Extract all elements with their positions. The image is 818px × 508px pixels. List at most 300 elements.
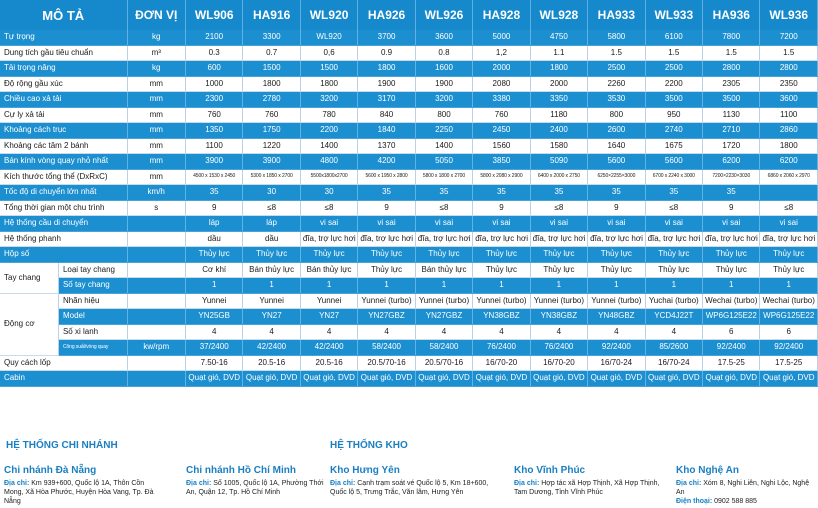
- spec-value: ≤8: [300, 200, 357, 216]
- spec-value: Thủy lực: [300, 247, 357, 263]
- spec-value: 0.9: [358, 45, 415, 61]
- spec-value: 1130: [703, 107, 760, 123]
- spec-value: 6860 x 2060 x 2970: [760, 169, 818, 185]
- spec-row: [0, 278, 818, 294]
- spec-value: 76/2400: [530, 340, 587, 356]
- spec-value: 5800 x 2080 x 2900: [473, 169, 530, 185]
- spec-value: 800: [588, 107, 645, 123]
- spec-value: Quạt gió, DVD: [703, 371, 760, 387]
- spec-unit: [127, 324, 185, 340]
- spec-value: dầu: [243, 231, 300, 247]
- spec-value: 2450: [473, 123, 530, 139]
- spec-value: 2740: [645, 123, 702, 139]
- spec-label: Tốc độ di chuyển lớn nhất: [0, 185, 127, 201]
- spec-value: 1: [473, 278, 530, 294]
- spec-value: 1640: [588, 138, 645, 154]
- spec-value: 2300: [185, 92, 242, 108]
- spec-value: 35: [588, 185, 645, 201]
- spec-value: YN27: [300, 309, 357, 325]
- spec-value: ≤8: [415, 200, 472, 216]
- spec-row: [0, 324, 818, 340]
- spec-value: 1500: [300, 61, 357, 77]
- spec-value: 1800: [530, 61, 587, 77]
- spec-value: 9: [703, 200, 760, 216]
- spec-value: 4: [415, 324, 472, 340]
- spec-value: 1.5: [760, 45, 818, 61]
- spec-value: 37/2400: [185, 340, 242, 356]
- branch-section-title: HỆ THỐNG CHI NHÁNH: [6, 440, 118, 451]
- spec-unit: s: [127, 200, 185, 216]
- spec-row: [0, 340, 818, 356]
- phone-number[interactable]: 0902 588 885: [714, 498, 757, 505]
- spec-label: Hệ thống cầu di chuyển: [0, 216, 127, 232]
- warehouse-address: [330, 479, 490, 497]
- spec-value: ≤8: [243, 200, 300, 216]
- spec-value: 1750: [243, 123, 300, 139]
- spec-value: 1370: [358, 138, 415, 154]
- spec-value: 6200: [760, 154, 818, 170]
- spec-value: 2500: [645, 61, 702, 77]
- spec-value: Thủy lực: [703, 247, 760, 263]
- spec-value: 5600 x 1950 x 2800: [358, 169, 415, 185]
- address-text: Hợp tác xã Hợp Thịnh, Xã Hợp Thịnh, Tam Dương, Tỉnh Vĩnh Phúc: [514, 480, 660, 496]
- spec-value: 2000: [530, 76, 587, 92]
- spec-unit: [127, 355, 185, 371]
- spec-unit: km/h: [127, 185, 185, 201]
- spec-value: 1: [300, 278, 357, 294]
- spec-value: 16/70-20: [473, 355, 530, 371]
- spec-value: [760, 185, 818, 201]
- spec-value: 6250×2255×3000: [588, 169, 645, 185]
- spec-value: 1.5: [588, 45, 645, 61]
- spec-value: vi sai: [415, 216, 472, 232]
- spec-row: [0, 247, 818, 263]
- spec-value: Thủy lực: [760, 247, 818, 263]
- spec-value: 5000: [473, 30, 530, 45]
- spec-unit: kg: [127, 30, 185, 45]
- spec-sub-label: Công suất/vòng quay: [58, 340, 127, 356]
- spec-value: 35: [473, 185, 530, 201]
- spec-value: 30: [243, 185, 300, 201]
- spec-value: 2305: [703, 76, 760, 92]
- spec-value: Thủy lực: [243, 247, 300, 263]
- spec-label: Khoảng các tâm 2 bánh: [0, 138, 127, 154]
- spec-unit: [127, 216, 185, 232]
- spec-value: Yunnei: [243, 293, 300, 309]
- spec-unit: mm: [127, 138, 185, 154]
- spec-value: 3380: [473, 92, 530, 108]
- spec-value: 1100: [760, 107, 818, 123]
- spec-row: [0, 169, 818, 185]
- spec-value: 9: [473, 200, 530, 216]
- spec-value: 3850: [473, 154, 530, 170]
- spec-value: đĩa, trợ lực hơi: [300, 231, 357, 247]
- spec-value: Quạt gió, DVD: [358, 371, 415, 387]
- spec-value: dầu: [185, 231, 242, 247]
- spec-value: 1400: [415, 138, 472, 154]
- spec-value: WL920: [300, 30, 357, 45]
- spec-value: Yunnei (turbo): [588, 293, 645, 309]
- spec-unit: [127, 247, 185, 263]
- spec-value: 4: [530, 324, 587, 340]
- spec-value: 4: [473, 324, 530, 340]
- spec-row: [0, 123, 818, 139]
- spec-value: 1: [588, 278, 645, 294]
- spec-value: Thủy lực: [760, 262, 818, 278]
- spec-row: [0, 30, 818, 45]
- address-label: Địa chỉ:: [676, 480, 702, 487]
- header-mo-ta: MÔ TẢ: [0, 0, 127, 30]
- spec-value: 2710: [703, 123, 760, 139]
- spec-value: 1.5: [645, 45, 702, 61]
- spec-value: 1600: [415, 61, 472, 77]
- spec-value: Thủy lực: [415, 247, 472, 263]
- spec-unit: m³: [127, 45, 185, 61]
- spec-value: 4: [185, 324, 242, 340]
- spec-value: Wechai (turbo): [703, 293, 760, 309]
- spec-value: Thủy lực: [185, 247, 242, 263]
- address-text: Km 939+600, Quốc lộ 1A, Thôn Cồn Mong, Xã Hòa Phước, Huyện Hòa Vang, Tp. Đà Nẵng: [4, 480, 154, 505]
- header-model: WL928: [530, 0, 587, 30]
- spec-value: 1: [243, 278, 300, 294]
- spec-value: 4750: [530, 30, 587, 45]
- spec-value: đĩa, trợ lực hơi: [588, 231, 645, 247]
- spec-value: 76/2400: [473, 340, 530, 356]
- warehouse-name: Kho Nghệ An: [676, 465, 739, 476]
- spec-value: 1800: [300, 76, 357, 92]
- spec-value: 5300 x 1850 x 2700: [243, 169, 300, 185]
- spec-value: 35: [185, 185, 242, 201]
- spec-value: 780: [300, 107, 357, 123]
- spec-value: Thủy lực: [358, 247, 415, 263]
- spec-value: 3500: [703, 92, 760, 108]
- spec-value: 1: [358, 278, 415, 294]
- spec-unit: [127, 371, 185, 387]
- spec-value: YN25GB: [185, 309, 242, 325]
- spec-value: vi sai: [645, 216, 702, 232]
- spec-value: 1800: [243, 76, 300, 92]
- header-model: WL936: [760, 0, 818, 30]
- spec-value: 42/2400: [243, 340, 300, 356]
- spec-value: Yunnei: [300, 293, 357, 309]
- spec-value: 2800: [760, 61, 818, 77]
- spec-row: [0, 61, 818, 77]
- spec-value: 58/2400: [415, 340, 472, 356]
- spec-label: Bán kính vòng quay nhỏ nhất: [0, 154, 127, 170]
- spec-sub-label: Model: [58, 309, 127, 325]
- spec-value: 7200×2230×3030: [703, 169, 760, 185]
- spec-value: 92/2400: [588, 340, 645, 356]
- spec-value: 1350: [185, 123, 242, 139]
- spec-value: 800: [415, 107, 472, 123]
- spec-row: [0, 76, 818, 92]
- address-text: Cạnh trạm soát vé Quốc lộ 5, Km 18+600, Quốc lộ 5, Trưng Trắc, Văn lâm, Hưng Yên: [330, 480, 489, 496]
- spec-value: Thủy lực: [473, 262, 530, 278]
- spec-value: Quạt gió, DVD: [760, 371, 818, 387]
- spec-value: 4: [358, 324, 415, 340]
- spec-value: 5600: [645, 154, 702, 170]
- spec-row: [0, 138, 818, 154]
- spec-unit: [127, 278, 185, 294]
- spec-value: 1: [185, 278, 242, 294]
- spec-label: Hộp số: [0, 247, 127, 263]
- spec-value: 3600: [760, 92, 818, 108]
- spec-value: 2200: [300, 123, 357, 139]
- spec-value: 2600: [588, 123, 645, 139]
- spec-value: 0,6: [300, 45, 357, 61]
- spec-value: Yunnei (turbo): [358, 293, 415, 309]
- spec-row: [0, 200, 818, 216]
- warehouse-vinh-phuc: [514, 465, 664, 497]
- spec-value: 600: [185, 61, 242, 77]
- spec-sub-label: Số tay chang: [58, 278, 127, 294]
- spec-value: Thủy lực: [645, 262, 702, 278]
- spec-value: Quạt gió, DVD: [185, 371, 242, 387]
- spec-value: 3700: [358, 30, 415, 45]
- spec-value: 1675: [645, 138, 702, 154]
- spec-value: 5500x1800x2700: [300, 169, 357, 185]
- spec-value: Bán thủy lực: [243, 262, 300, 278]
- spec-value: 3600: [415, 30, 472, 45]
- spec-value: 4: [645, 324, 702, 340]
- header-model: HA926: [358, 0, 415, 30]
- spec-row: [0, 231, 818, 247]
- spec-value: 6: [703, 324, 760, 340]
- spec-value: 760: [473, 107, 530, 123]
- spec-row: [0, 45, 818, 61]
- spec-value: ≤8: [760, 200, 818, 216]
- spec-value: Yunnei (turbo): [530, 293, 587, 309]
- spec-value: 3200: [300, 92, 357, 108]
- spec-label: Kích thước tổng thể (DxRxC): [0, 169, 127, 185]
- spec-value: 4500 x 1530 x 2450: [185, 169, 242, 185]
- spec-value: 5600: [588, 154, 645, 170]
- spec-value: đĩa, trợ lực hơi: [645, 231, 702, 247]
- spec-value: 6100: [645, 30, 702, 45]
- address-label: Địa chỉ:: [186, 480, 212, 487]
- spec-value: Thủy lực: [530, 247, 587, 263]
- spec-value: 58/2400: [358, 340, 415, 356]
- spec-value: 760: [243, 107, 300, 123]
- warehouse-hung-yen: [330, 465, 490, 497]
- spec-value: 4: [243, 324, 300, 340]
- spec-value: láp: [243, 216, 300, 232]
- footer-locations: [0, 430, 818, 508]
- spec-label: Khoảng cách trục: [0, 123, 127, 139]
- spec-value: 2400: [530, 123, 587, 139]
- spec-value: 92/2400: [760, 340, 818, 356]
- spec-value: 1500: [243, 61, 300, 77]
- spec-value: 16/70-24: [645, 355, 702, 371]
- header-row: [0, 0, 818, 30]
- address-label: Địa chỉ:: [4, 480, 30, 487]
- spec-value: 35: [415, 185, 472, 201]
- spec-value: 42/2400: [300, 340, 357, 356]
- spec-value: 2080: [473, 76, 530, 92]
- spec-row: [0, 216, 818, 232]
- spec-value: 3900: [185, 154, 242, 170]
- spec-value: 1100: [185, 138, 242, 154]
- spec-value: 3350: [530, 92, 587, 108]
- spec-value: YN38GBZ: [473, 309, 530, 325]
- spec-label: Tổng thời gian một chu trình: [0, 200, 127, 216]
- spec-value: Quạt gió, DVD: [243, 371, 300, 387]
- spec-value: 2250: [415, 123, 472, 139]
- header-don-vi: ĐƠN VỊ: [127, 0, 185, 30]
- spec-label: Quy cách lốp: [0, 355, 127, 371]
- address-label: Địa chỉ:: [514, 480, 540, 487]
- spec-value: 7.50-16: [185, 355, 242, 371]
- spec-unit: [127, 309, 185, 325]
- spec-value: Thủy lực: [358, 262, 415, 278]
- spec-value: 20.5-16: [243, 355, 300, 371]
- header-model: HA916: [243, 0, 300, 30]
- spec-value: Bán thủy lực: [300, 262, 357, 278]
- spec-value: 1: [645, 278, 702, 294]
- spec-value: 85/2600: [645, 340, 702, 356]
- spec-row: [0, 262, 818, 278]
- spec-value: vi sai: [358, 216, 415, 232]
- spec-value: 35: [645, 185, 702, 201]
- address-text: Số 1005, Quốc lộ 1A, Phường Thới An, Quận 12, Tp. Hồ Chí Minh: [186, 480, 324, 496]
- spec-body: [0, 30, 818, 386]
- warehouse-address: [514, 479, 664, 497]
- spec-value: 16/70-20: [530, 355, 587, 371]
- spec-value: 1840: [358, 123, 415, 139]
- spec-row: [0, 154, 818, 170]
- spec-value: 16/70-24: [588, 355, 645, 371]
- branch-name: Chi nhánh Hồ Chí Minh: [186, 465, 296, 476]
- spec-value: WP6G125E22: [703, 309, 760, 325]
- spec-value: 1: [703, 278, 760, 294]
- spec-value: 35: [358, 185, 415, 201]
- spec-unit: mm: [127, 123, 185, 139]
- header-model: HA936: [703, 0, 760, 30]
- spec-unit: mm: [127, 107, 185, 123]
- spec-value: ≤8: [645, 200, 702, 216]
- header-model: HA933: [588, 0, 645, 30]
- spec-value: 4800: [300, 154, 357, 170]
- spec-value: 1900: [415, 76, 472, 92]
- spec-value: 0.3: [185, 45, 242, 61]
- spec-value: 7800: [703, 30, 760, 45]
- spec-value: 17.5-25: [760, 355, 818, 371]
- spec-value: Thủy lực: [588, 247, 645, 263]
- spec-value: 1800: [760, 138, 818, 154]
- spec-unit: mm: [127, 154, 185, 170]
- spec-value: Yunnei: [185, 293, 242, 309]
- spec-label: Tải trọng nâng: [0, 61, 127, 77]
- spec-value: Quạt gió, DVD: [530, 371, 587, 387]
- spec-value: 92/2400: [703, 340, 760, 356]
- spec-value: 2860: [760, 123, 818, 139]
- spec-value: 2500: [588, 61, 645, 77]
- spec-value: 1580: [530, 138, 587, 154]
- spec-label: Cabin: [0, 371, 127, 387]
- spec-label: Hệ thống phanh: [0, 231, 127, 247]
- spec-row: [0, 185, 818, 201]
- spec-value: 7200: [760, 30, 818, 45]
- spec-value: Thủy lực: [645, 247, 702, 263]
- spec-value: vi sai: [588, 216, 645, 232]
- spec-group-label: Động cơ: [0, 293, 58, 355]
- spec-value: Cơ khí: [185, 262, 242, 278]
- spec-value: 1000: [185, 76, 242, 92]
- spec-unit: mm: [127, 76, 185, 92]
- spec-value: Bán thủy lực: [415, 262, 472, 278]
- spec-value: ≤8: [530, 200, 587, 216]
- spec-label: Độ rộng gầu xúc: [0, 76, 127, 92]
- warehouse-name: Kho Hưng Yên: [330, 465, 400, 476]
- spec-value: Yunnei (turbo): [415, 293, 472, 309]
- spec-value: 6700 x 2240 x 3000: [645, 169, 702, 185]
- spec-value: 760: [185, 107, 242, 123]
- spec-value: 1400: [300, 138, 357, 154]
- spec-value: 9: [588, 200, 645, 216]
- branch-ho-chi-minh: [186, 465, 326, 497]
- spec-value: 20.5-16: [300, 355, 357, 371]
- spec-value: láp: [185, 216, 242, 232]
- spec-value: 17.5-25: [703, 355, 760, 371]
- spec-value: 3500: [645, 92, 702, 108]
- spec-value: 6: [760, 324, 818, 340]
- spec-row: [0, 92, 818, 108]
- spec-value: 1: [530, 278, 587, 294]
- spec-label: Tự trọng: [0, 30, 127, 45]
- branch-da-nang: [4, 465, 164, 506]
- spec-value: 950: [645, 107, 702, 123]
- spec-value: Thủy lực: [530, 262, 587, 278]
- warehouse-phone: [676, 497, 816, 506]
- spec-value: 5800: [588, 30, 645, 45]
- spec-label: Chiều cao xả tải: [0, 92, 127, 108]
- spec-value: 840: [358, 107, 415, 123]
- spec-value: Quạt gió, DVD: [645, 371, 702, 387]
- spec-value: 9: [185, 200, 242, 216]
- spec-value: 1180: [530, 107, 587, 123]
- spec-value: vi sai: [760, 216, 818, 232]
- spec-value: YN27GBZ: [415, 309, 472, 325]
- spec-row: [0, 107, 818, 123]
- spec-value: đĩa, trợ lực hơi: [358, 231, 415, 247]
- spec-value: 1220: [243, 138, 300, 154]
- warehouse-name: Kho Vĩnh Phúc: [514, 465, 586, 476]
- spec-value: 2800: [703, 61, 760, 77]
- spec-value: YCD4J22T: [645, 309, 702, 325]
- spec-value: 1720: [703, 138, 760, 154]
- spec-value: 3900: [243, 154, 300, 170]
- spec-group-label: Tay chang: [0, 262, 58, 293]
- spec-value: vi sai: [473, 216, 530, 232]
- spec-value: 3530: [588, 92, 645, 108]
- address-label: Địa chỉ:: [330, 480, 356, 487]
- spec-value: 1: [415, 278, 472, 294]
- spec-value: 2000: [473, 61, 530, 77]
- spec-value: 6400 x 2000 x 2750: [530, 169, 587, 185]
- spec-value: YN48GBZ: [588, 309, 645, 325]
- spec-value: Yunnei (turbo): [473, 293, 530, 309]
- spec-value: 1.5: [703, 45, 760, 61]
- warehouse-address: [676, 479, 816, 497]
- spec-value: 6200: [703, 154, 760, 170]
- spec-value: 3170: [358, 92, 415, 108]
- spec-value: đĩa, trợ lực hơi: [760, 231, 818, 247]
- spec-value: Thủy lực: [703, 262, 760, 278]
- header-model: HA928: [473, 0, 530, 30]
- spec-value: Quạt gió, DVD: [588, 371, 645, 387]
- spec-value: 3300: [243, 30, 300, 45]
- spec-unit: mm: [127, 92, 185, 108]
